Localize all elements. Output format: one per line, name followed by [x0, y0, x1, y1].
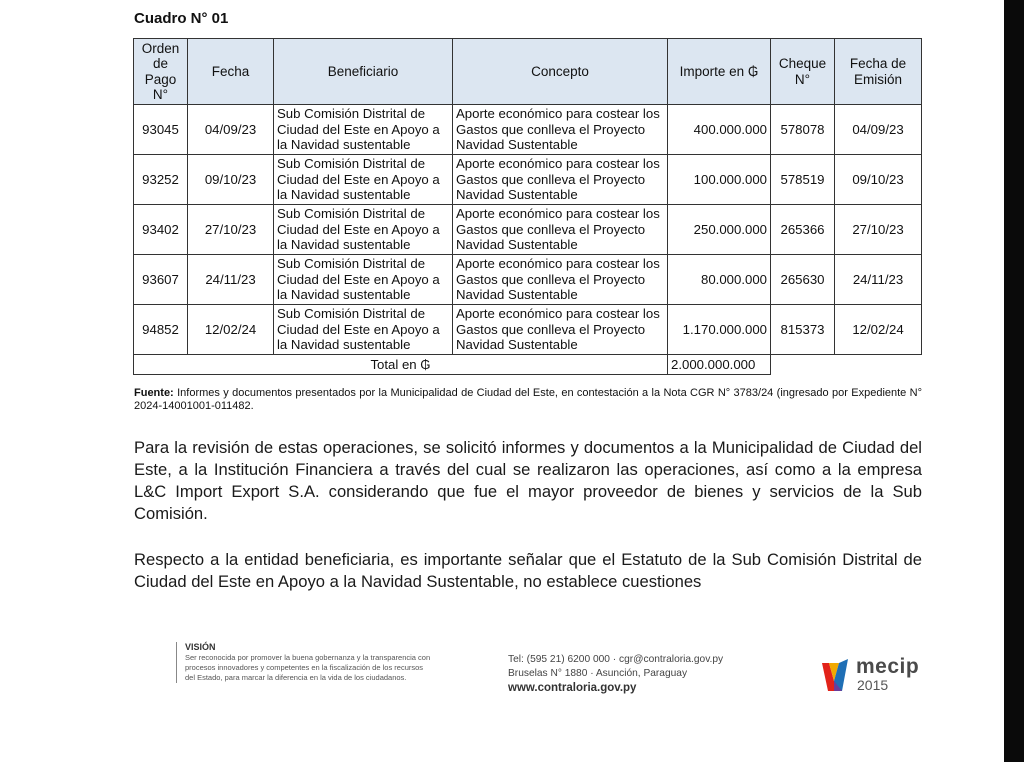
cell-importe: 250.000.000	[668, 205, 771, 255]
empty-cell	[771, 355, 835, 375]
mecip-checkmark-icon	[820, 657, 850, 693]
header-cheque: Cheque N°	[771, 39, 835, 105]
cell-fecha: 27/10/23	[188, 205, 274, 255]
screen-edge	[1004, 0, 1024, 762]
website-link: www.contraloria.gov.py	[508, 682, 637, 694]
table-row	[134, 305, 922, 355]
body-paragraph: Respecto a la entidad beneficiaria, es importante señalar que el Estatuto de la Sub Comisión Distrital de Ciudad del Este en Apoyo a la Navidad Sustentable, no establece cuestiones	[134, 550, 922, 591]
cell-concepto: Aporte económico para costear los Gastos que conlleva el Proyecto Navidad Sustentable	[453, 305, 668, 355]
mecip-logo-year: 2015	[857, 677, 889, 693]
cell-fecha: 04/09/23	[188, 105, 274, 155]
cell-cheque: 265366	[771, 205, 835, 255]
mecip-logo	[820, 655, 930, 695]
table-header-row	[134, 39, 922, 105]
cell-orden: 94852	[134, 305, 188, 355]
cell-orden: 93607	[134, 255, 188, 305]
cell-fecha-emision: 27/10/23	[835, 205, 922, 255]
cell-beneficiario: Sub Comisión Distrital de Ciudad del Este en Apoyo a la Navidad sustentable	[274, 255, 453, 305]
empty-cell	[835, 355, 922, 375]
cell-fecha-emision: 09/10/23	[835, 155, 922, 205]
header-beneficiario: Beneficiario	[274, 39, 453, 105]
cell-importe: 1.170.000.000	[668, 305, 771, 355]
total-value: 2.000.000.000	[668, 355, 771, 375]
body-paragraph: Para la revisión de estas operaciones, se solicitó informes y documentos a la Municipalidad de Ciudad del Este, a la Institución Financiera a través del cual se realizaron las operaciones, así como a la empresa L&C Import Export S.A. considerando que fue el mayor proveedor de bienes y servicios de la Sub Comisión.	[134, 438, 922, 523]
table-row	[134, 155, 922, 205]
header-fecha-emision: Fecha de Emisión	[835, 39, 922, 105]
cell-cheque: 815373	[771, 305, 835, 355]
cell-beneficiario: Sub Comisión Distrital de Ciudad del Este en Apoyo a la Navidad sustentable	[274, 105, 453, 155]
cell-cheque: 578519	[771, 155, 835, 205]
table-title: Cuadro N° 01	[134, 10, 229, 27]
source-note	[134, 387, 922, 413]
table-total-row	[134, 355, 922, 375]
cell-concepto: Aporte económico para costear los Gastos que conlleva el Proyecto Navidad Sustentable	[453, 105, 668, 155]
cell-cheque: 578078	[771, 105, 835, 155]
source-text: Informes y documentos presentados por la Municipalidad de Ciudad del Este, en contestación a la Nota CGR N° 3783/24 (ingresado por Expediente N° 2024-14001001-011482.	[134, 387, 922, 412]
cell-importe: 400.000.000	[668, 105, 771, 155]
cell-beneficiario: Sub Comisión Distrital de Ciudad del Este en Apoyo a la Navidad sustentable	[274, 305, 453, 355]
cell-orden: 93402	[134, 205, 188, 255]
cell-cheque: 265630	[771, 255, 835, 305]
header-orden: Orden de Pago N°	[134, 39, 188, 105]
table-row	[134, 205, 922, 255]
cell-fecha: 09/10/23	[188, 155, 274, 205]
contact-address: Bruselas N° 1880 · Asunción, Paraguay	[508, 668, 688, 679]
cell-concepto: Aporte económico para costear los Gastos que conlleva el Proyecto Navidad Sustentable	[453, 255, 668, 305]
table-row	[134, 105, 922, 155]
cell-fecha: 12/02/24	[188, 305, 274, 355]
cell-concepto: Aporte económico para costear los Gastos que conlleva el Proyecto Navidad Sustentable	[453, 205, 668, 255]
cell-beneficiario: Sub Comisión Distrital de Ciudad del Este en Apoyo a la Navidad sustentable	[274, 155, 453, 205]
total-label: Total en ₲	[134, 355, 668, 375]
footer-contact-block	[508, 653, 723, 695]
header-concepto: Concepto	[453, 39, 668, 105]
contact-phone-email: Tel: (595 21) 6200 000 · cgr@contraloria.gov.py	[508, 654, 724, 665]
vision-title: VISIÓN	[185, 642, 216, 652]
cell-fecha-emision: 04/09/23	[835, 105, 922, 155]
footer-vision-block	[176, 642, 435, 683]
cell-importe: 100.000.000	[668, 155, 771, 205]
header-fecha: Fecha	[188, 39, 274, 105]
cell-fecha-emision: 12/02/24	[835, 305, 922, 355]
table-row	[134, 255, 922, 305]
cell-fecha-emision: 24/11/23	[835, 255, 922, 305]
cell-beneficiario: Sub Comisión Distrital de Ciudad del Este en Apoyo a la Navidad sustentable	[274, 205, 453, 255]
cell-concepto: Aporte económico para costear los Gastos que conlleva el Proyecto Navidad Sustentable	[453, 155, 668, 205]
cell-orden: 93252	[134, 155, 188, 205]
cell-fecha: 24/11/23	[188, 255, 274, 305]
source-label: Fuente:	[134, 387, 174, 399]
cell-importe: 80.000.000	[668, 255, 771, 305]
cell-orden: 93045	[134, 105, 188, 155]
header-importe: Importe en ₲	[668, 39, 771, 105]
vision-text: Ser reconocida por promover la buena gobernanza y la transparencia con procesos innovadores y competentes en la fiscalización de los recursos del Estado, para marcar la diferencia en la vida de los ciudadanos.	[185, 653, 431, 682]
mecip-logo-text: mecip	[856, 655, 920, 678]
payments-table	[133, 38, 922, 375]
